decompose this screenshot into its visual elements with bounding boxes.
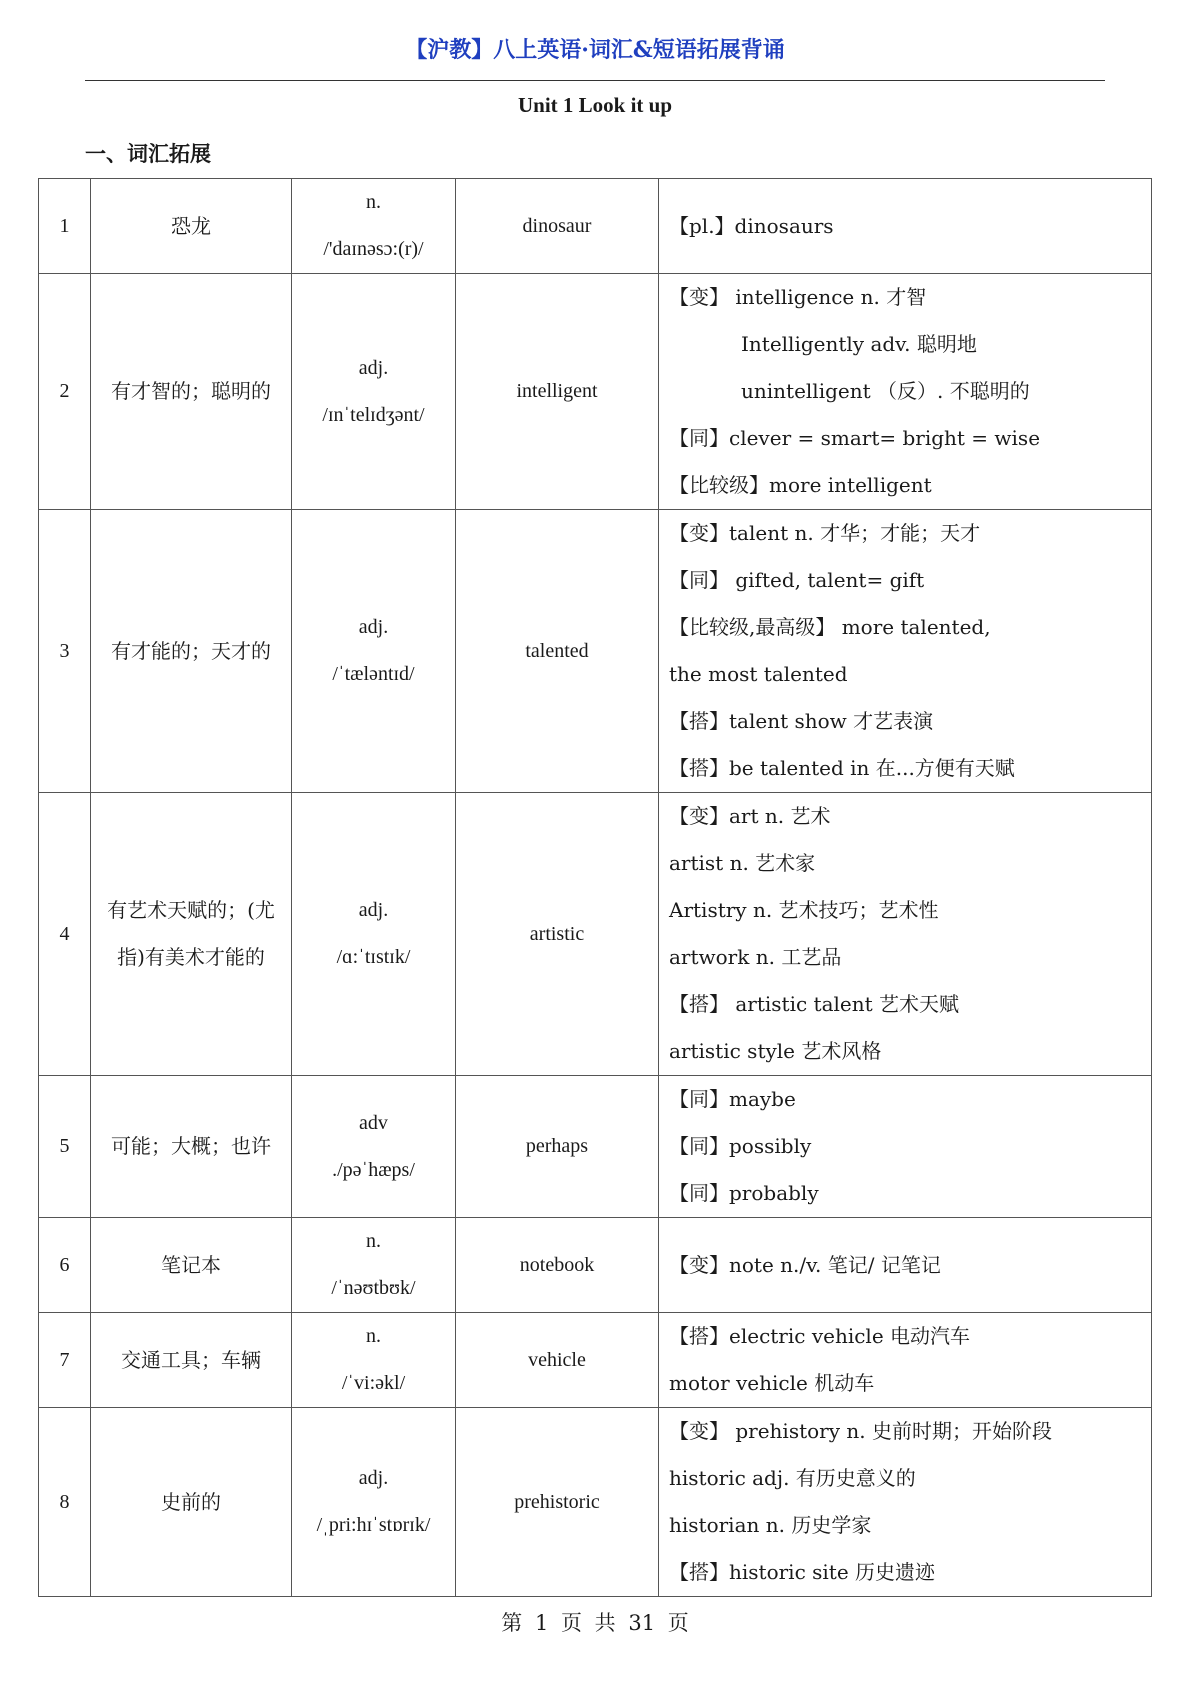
phonetic: /ˌpri:hɪˈstɒrɪk/ bbox=[316, 1514, 431, 1536]
chinese-meaning: 史前的 bbox=[91, 1408, 292, 1597]
note-line: historian n. 历史学家 bbox=[669, 1513, 872, 1537]
part-of-speech-cell bbox=[292, 1218, 456, 1313]
chinese-meaning: 笔记本 bbox=[91, 1218, 292, 1313]
part-of-speech: adj. bbox=[358, 1467, 389, 1489]
chinese-meaning: 恐龙 bbox=[91, 179, 292, 274]
note-line: Intelligently adv. 聪明地 bbox=[741, 332, 977, 356]
note-line: artist n. 艺术家 bbox=[669, 851, 816, 875]
notes-cell bbox=[659, 1218, 1152, 1313]
notes-cell bbox=[659, 793, 1152, 1076]
english-word: artistic bbox=[456, 793, 659, 1076]
english-word: dinosaur bbox=[456, 179, 659, 274]
notes-cell bbox=[659, 510, 1152, 793]
phonetic: /ˈvi:əkl/ bbox=[341, 1372, 406, 1394]
note-line: unintelligent （反）. 不聪明的 bbox=[741, 379, 1030, 403]
english-word: intelligent bbox=[456, 274, 659, 510]
phonetic: /ˈnəʊtbʊk/ bbox=[331, 1277, 416, 1299]
note-line: 【比较级,最高级】 more talented, bbox=[669, 615, 991, 639]
vocabulary-table bbox=[38, 178, 1152, 1597]
note-line: 【同】maybe bbox=[669, 1087, 796, 1111]
chinese-meaning: 可能；大概；也许 bbox=[91, 1076, 292, 1218]
part-of-speech-cell bbox=[292, 1408, 456, 1597]
row-number: 8 bbox=[39, 1408, 91, 1597]
phonetic: /ˈtæləntɪd/ bbox=[332, 663, 415, 685]
part-of-speech-cell bbox=[292, 274, 456, 510]
part-of-speech: n. bbox=[366, 191, 381, 213]
row-number: 4 bbox=[39, 793, 91, 1076]
table-row bbox=[39, 1313, 1152, 1408]
part-of-speech: adj. bbox=[358, 356, 389, 379]
english-word: notebook bbox=[456, 1218, 659, 1313]
unit-title: Unit 1 Look it up bbox=[517, 93, 673, 117]
note-line: 【pl.】dinosaurs bbox=[669, 213, 834, 238]
note-line: 【变】note n./v. 笔记/ 记笔记 bbox=[669, 1252, 941, 1277]
table-row bbox=[39, 179, 1152, 274]
part-of-speech-cell bbox=[292, 1313, 456, 1408]
table-row bbox=[39, 1408, 1152, 1597]
row-number: 3 bbox=[39, 510, 91, 793]
notes-cell bbox=[659, 1408, 1152, 1597]
part-of-speech: n. bbox=[366, 1230, 381, 1252]
notes-cell bbox=[659, 179, 1152, 274]
note-line: 【变】talent n. 才华；才能；天才 bbox=[669, 521, 981, 545]
note-line: 【比较级】more intelligent bbox=[669, 473, 932, 497]
vocabulary-table-body bbox=[39, 179, 1152, 1597]
row-number: 6 bbox=[39, 1218, 91, 1313]
part-of-speech-cell bbox=[292, 793, 456, 1076]
row-number: 5 bbox=[39, 1076, 91, 1218]
note-line: artwork n. 工艺品 bbox=[669, 945, 842, 969]
note-line: 【同】 gifted, talent= gift bbox=[669, 568, 925, 592]
table-row bbox=[39, 1218, 1152, 1313]
note-line: 【搭】 artistic talent 艺术天赋 bbox=[669, 992, 959, 1016]
part-of-speech-cell bbox=[292, 179, 456, 274]
note-line: the most talented bbox=[669, 662, 848, 686]
phonetic: ./pəˈhæps/ bbox=[332, 1158, 415, 1181]
note-line: historic adj. 有历史意义的 bbox=[669, 1466, 916, 1490]
row-number: 1 bbox=[39, 179, 91, 274]
notes-cell bbox=[659, 1313, 1152, 1408]
chinese-meaning: 交通工具；车辆 bbox=[91, 1313, 292, 1408]
chinese-meaning: 有才能的；天才的 bbox=[91, 510, 292, 793]
part-of-speech: adj. bbox=[358, 899, 389, 921]
row-number: 2 bbox=[39, 274, 91, 510]
header-title: 【沪教】八上英语·词汇&短语拓展背诵 bbox=[405, 37, 785, 63]
note-line: 【搭】electric vehicle 电动汽车 bbox=[669, 1324, 971, 1348]
english-word: talented bbox=[456, 510, 659, 793]
english-word: vehicle bbox=[456, 1313, 659, 1408]
page-footer: 第 1 页 共 31 页 bbox=[501, 1611, 689, 1635]
phonetic: /ɪnˈtelɪdʒənt/ bbox=[322, 403, 425, 426]
chinese-meaning: 有才智的；聪明的 bbox=[91, 274, 292, 510]
notes-cell bbox=[659, 274, 1152, 510]
table-row bbox=[39, 1076, 1152, 1218]
english-word: perhaps bbox=[456, 1076, 659, 1218]
page-header bbox=[85, 30, 1105, 81]
note-line: 【同】probably bbox=[669, 1181, 819, 1205]
table-row bbox=[39, 274, 1152, 510]
table-row bbox=[39, 793, 1152, 1076]
note-line: artistic style 艺术风格 bbox=[669, 1039, 882, 1063]
note-line: 【搭】talent show 才艺表演 bbox=[669, 709, 934, 733]
row-number: 7 bbox=[39, 1313, 91, 1408]
part-of-speech: adj. bbox=[358, 616, 389, 638]
part-of-speech-cell bbox=[292, 510, 456, 793]
note-line: Artistry n. 艺术技巧；艺术性 bbox=[669, 898, 939, 922]
note-line: 【变】art n. 艺术 bbox=[669, 804, 831, 828]
section-title: 一、词汇拓展 bbox=[85, 141, 211, 166]
table-row bbox=[39, 510, 1152, 793]
note-line: 【搭】historic site 历史遗迹 bbox=[669, 1560, 936, 1584]
note-line: 【变】 prehistory n. 史前时期；开始阶段 bbox=[669, 1419, 1052, 1443]
english-word: prehistoric bbox=[456, 1408, 659, 1597]
part-of-speech: n. bbox=[366, 1325, 381, 1347]
note-line: 【同】clever = smart= bright = wise bbox=[669, 426, 1041, 450]
notes-cell bbox=[659, 1076, 1152, 1218]
note-line: 【变】 intelligence n. 才智 bbox=[669, 285, 927, 309]
note-line: 【同】possibly bbox=[669, 1134, 812, 1158]
phonetic: /'daɪnəsɔ:(r)/ bbox=[323, 238, 424, 260]
part-of-speech-cell bbox=[292, 1076, 456, 1218]
note-line: motor vehicle 机动车 bbox=[669, 1371, 875, 1395]
phonetic: /ɑ:ˈtɪstɪk/ bbox=[336, 946, 411, 968]
chinese-meaning: 有艺术天赋的；(尤指)有美术才能的 bbox=[91, 793, 292, 1076]
part-of-speech: adv bbox=[359, 1111, 388, 1134]
note-line: 【搭】be talented in 在...方便有天赋 bbox=[669, 756, 1015, 780]
